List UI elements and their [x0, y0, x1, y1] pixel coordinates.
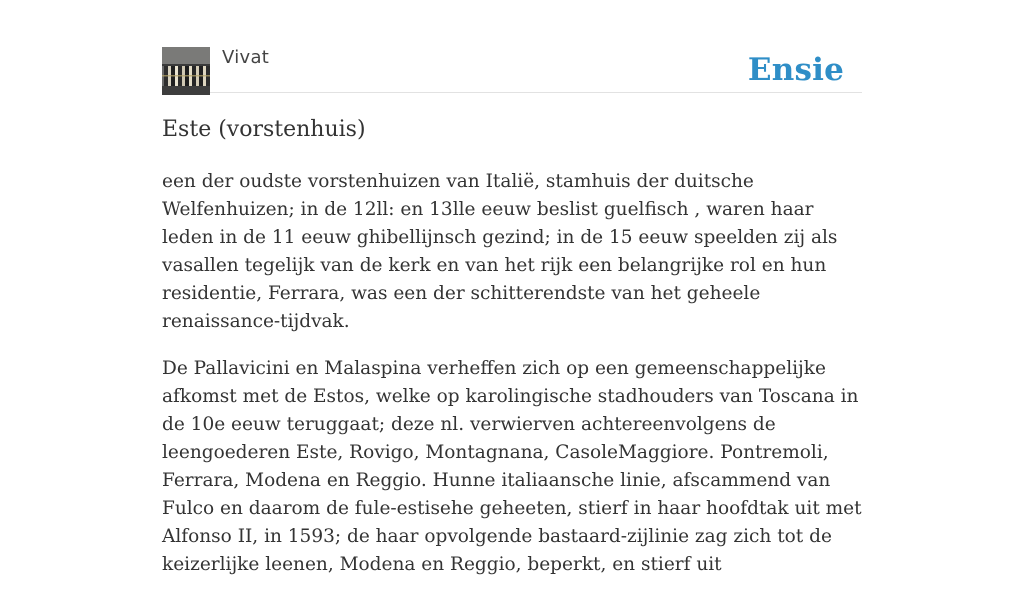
article-body [162, 168, 868, 598]
source-name[interactable]: Vivat [222, 47, 270, 68]
brand-logo[interactable]: Ensie [747, 52, 844, 88]
book-spines-icon [162, 47, 210, 95]
source-avatar[interactable] [162, 47, 210, 95]
article-paragraph: een der oudste vorstenhuizen van Italië, stamhuis der duitsche Welfenhuizen; in de 12ll: en 13lle eeuw beslist guelfisch , waren haar leden in de 11 eeuw ghibellijnsch gezind; in de 15 eeuw speelden zij als vasallen tegelijk van de kerk en van het rijk een belangrijke rol en hun residentie, Ferrara, was een der schitterendste van het geheele renaissance-tijdvak. [162, 171, 838, 332]
page-title: Este (vorstenhuis) [162, 117, 366, 142]
site-header [162, 46, 862, 93]
article-paragraph: De Pallavicini en Malaspina verheffen zich op een gemeenschappelijke afkomst met de Estos, welke op karolingische stadhouders van Toscana in de 10e eeuw teruggaat; deze nl. verwierven achtereenvolgens de leengoederen Este, Rovigo, Montagnana, CasoleMaggiore. Pontremoli, Ferrara, Modena en Reggio. Hunne italiaansche linie, afscammend van Fulco en daarom de fule-estisehe geheeten, stierf in haar hoofdtak uit met Alfonso II, in 1593; de haar opvolgende bastaard-zijlinie zag zich tot de keizerlijke leenen, Modena en Reggio, beperkt, en stierf uit [162, 358, 862, 575]
